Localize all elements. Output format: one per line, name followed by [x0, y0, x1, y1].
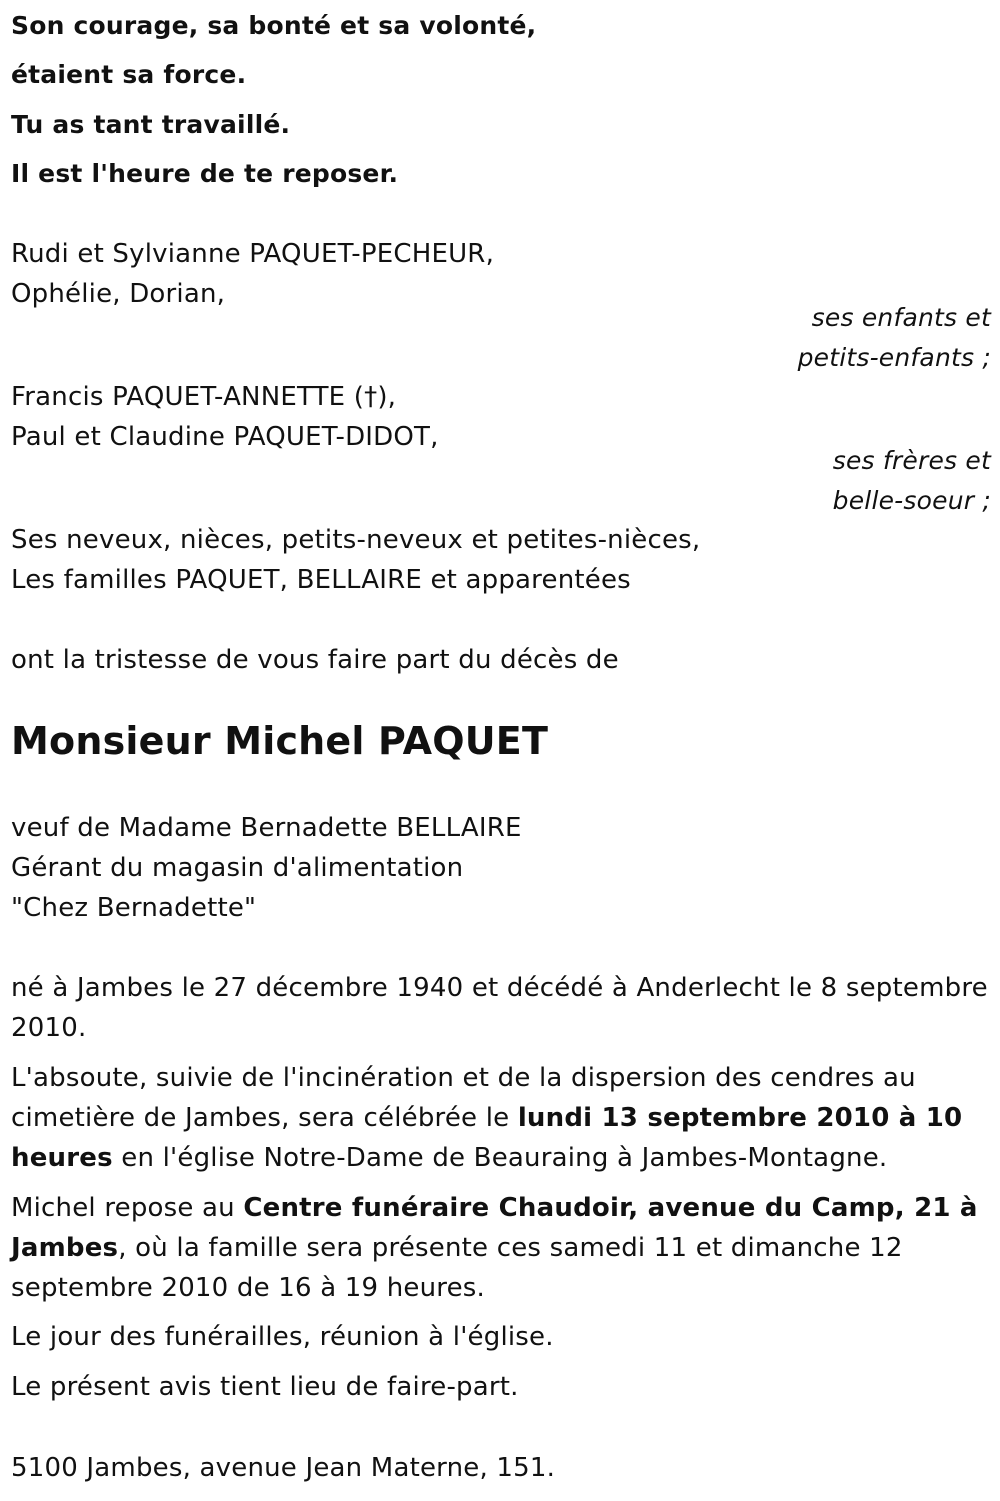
- detail-line-2: Gérant du magasin d'alimentation: [11, 853, 464, 883]
- poem-line-2: étaient sa force.: [11, 60, 247, 89]
- siblings-role-1: ses frères et: [832, 446, 991, 475]
- relatives-line-2: Les familles PAQUET, BELLAIRE et apparentées: [11, 565, 631, 595]
- ceremony-text-a: cimetière de Jambes, sera célébrée le: [11, 1103, 518, 1133]
- children-role-1: ses enfants et: [811, 303, 991, 332]
- children-line-2: Ophélie, Dorian,: [11, 279, 226, 309]
- ceremony-hour: heures: [11, 1143, 113, 1173]
- repose-center: Centre funéraire Chaudoir, avenue du Camp, 21 à: [243, 1193, 978, 1223]
- deceased-name: Monsieur Michel PAQUET: [11, 719, 549, 763]
- repose-line-1: [11, 1188, 978, 1228]
- repose-line-2: [11, 1228, 903, 1268]
- ceremony-line-3: [11, 1138, 887, 1178]
- siblings-role-2: belle-soeur ;: [832, 486, 991, 515]
- poem-line-1: Son courage, sa bonté et sa volonté,: [11, 11, 537, 40]
- relatives-line-1: Ses neveux, nièces, petits-neveux et petites-nièces,: [11, 525, 701, 555]
- birth-death-line-1: né à Jambes le 27 décembre 1940 et décédé à Anderlecht le 8 septembre: [11, 973, 988, 1003]
- address: 5100 Jambes, avenue Jean Materne, 151.: [11, 1453, 556, 1483]
- siblings-line-1: Francis PAQUET-ANNETTE (†),: [11, 382, 397, 412]
- poem-line-4: Il est l'heure de te reposer.: [11, 159, 399, 188]
- detail-line-3: "Chez Bernadette": [11, 893, 257, 923]
- detail-line-1: veuf de Madame Bernadette BELLAIRE: [11, 813, 522, 843]
- repose-text-b: , où la famille sera présente ces samedi 11 et dimanche 12: [118, 1233, 903, 1263]
- repose-line-3: septembre 2010 de 16 à 19 heures.: [11, 1273, 486, 1303]
- siblings-line-2: Paul et Claudine PAQUET-DIDOT,: [11, 422, 439, 452]
- notice-text: Le présent avis tient lieu de faire-part.: [11, 1372, 519, 1402]
- ceremony-location: en l'église Notre-Dame de Beauraing à Jambes-Montagne.: [112, 1143, 888, 1173]
- ceremony-line-2: [11, 1098, 962, 1138]
- birth-death-line-2: 2010.: [11, 1013, 87, 1043]
- repose-text-a: Michel repose au: [11, 1193, 244, 1223]
- children-role-2: petits-enfants ;: [797, 343, 991, 372]
- repose-city: Jambes: [11, 1233, 119, 1263]
- poem-line-3: Tu as tant travaillé.: [11, 110, 291, 139]
- ceremony-line-1: L'absoute, suivie de l'incinération et de la dispersion des cendres au: [11, 1063, 916, 1093]
- children-line-1: Rudi et Sylvianne PAQUET-PECHEUR,: [11, 239, 495, 269]
- ceremony-date: lundi 13 septembre 2010 à 10: [517, 1103, 963, 1133]
- announcement-text: ont la tristesse de vous faire part du décès de: [11, 645, 619, 675]
- funeral-meeting: Le jour des funérailles, réunion à l'église.: [11, 1322, 554, 1352]
